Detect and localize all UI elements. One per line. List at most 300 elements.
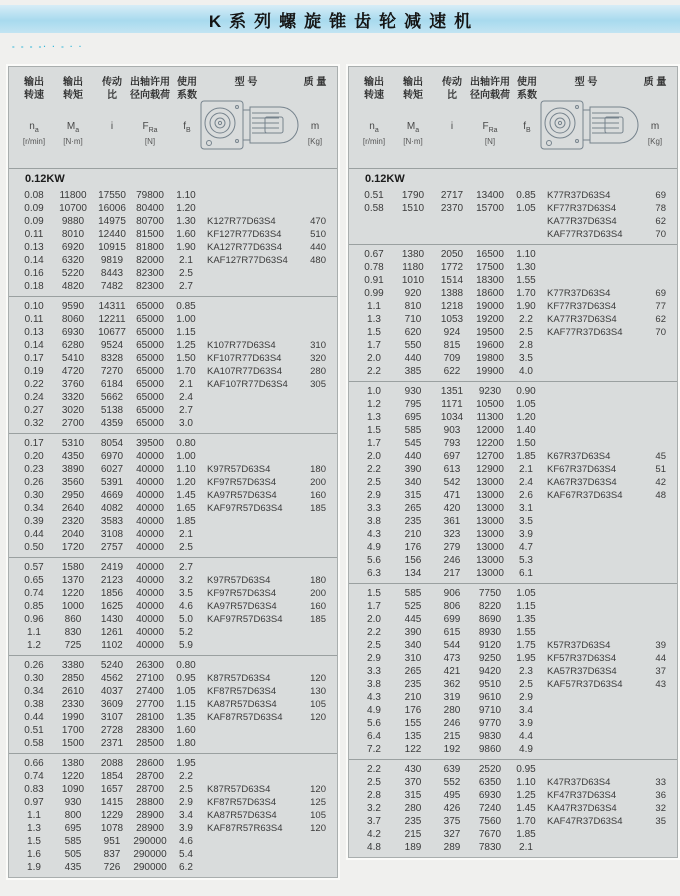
- radial-load-cell: 12700: [476, 451, 504, 462]
- output-torque-cell: 1380: [401, 249, 425, 260]
- radial-load-cell: 290000: [133, 862, 167, 873]
- output-torque-cell: 235: [404, 679, 422, 690]
- output-speed-cell: 0.09: [24, 203, 44, 214]
- watermark-logo-text: - - - -· · - · ·: [12, 42, 84, 51]
- power-section-label: 0.12KW: [25, 173, 65, 185]
- output-torque-cell: 10700: [59, 203, 87, 214]
- radial-load-cell: 6930: [478, 790, 502, 801]
- ratio-cell: 1854: [100, 771, 124, 782]
- model-mass: 180: [310, 575, 326, 586]
- service-factor-cell: 4.7: [519, 542, 533, 553]
- output-speed-cell: 0.30: [24, 490, 44, 501]
- ratio-group: [9, 557, 337, 655]
- service-factor-cell: 1.10: [516, 777, 536, 788]
- output-torque-cell: 340: [404, 477, 422, 488]
- output-speed-cell: 0.30: [24, 673, 44, 684]
- model-name: KA77R37D63S4: [547, 216, 617, 227]
- column-symbol: i: [110, 121, 114, 132]
- service-factor-cell: 5.9: [179, 640, 193, 651]
- radial-load-cell: 16500: [476, 249, 504, 260]
- radial-load-cell: 19000: [476, 301, 504, 312]
- model-mass: 105: [310, 810, 326, 821]
- output-torque-cell: 235: [404, 516, 422, 527]
- output-torque-cell: 11800: [59, 190, 87, 201]
- output-torque-cell: 9590: [61, 301, 85, 312]
- model-item: [207, 698, 326, 711]
- model-mass: 32: [655, 803, 666, 814]
- service-factor-cell: 1.95: [516, 653, 536, 664]
- table-row: [9, 280, 337, 293]
- output-torque-cell: 6920: [61, 242, 85, 253]
- service-factor-cell: 1.60: [176, 725, 196, 736]
- service-factor-cell: 2.5: [519, 679, 533, 690]
- radial-load-cell: 7750: [478, 588, 502, 599]
- output-torque-cell: 830: [64, 627, 82, 638]
- model-item: [547, 652, 666, 665]
- model-mass: 310: [310, 340, 326, 351]
- service-factor-cell: 1.45: [516, 803, 536, 814]
- table-row: [349, 365, 677, 378]
- output-torque-cell: 6930: [61, 327, 85, 338]
- model-mass: 33: [655, 777, 666, 788]
- model-name: K87R57D63S4: [207, 784, 271, 795]
- mass-unit: [Kg]: [647, 137, 663, 146]
- spec-table-right: [348, 66, 678, 858]
- radial-load-cell: 13000: [476, 529, 504, 540]
- column-symbol: $F_{Ra}$: [482, 121, 498, 134]
- output-torque-cell: 156: [404, 555, 422, 566]
- output-torque-cell: 1220: [61, 771, 85, 782]
- column-header: [442, 77, 462, 102]
- output-torque-cell: 930: [64, 797, 82, 808]
- radial-load-cell: 40000: [136, 575, 164, 586]
- output-torque-cell: 585: [404, 425, 422, 436]
- ratio-cell: 552: [443, 777, 461, 788]
- ratio-cell: 279: [443, 542, 461, 553]
- model-name: KAF127R77D63S4: [207, 255, 288, 266]
- radial-load-cell: 40000: [136, 464, 164, 475]
- model-name: KAF87R57D63S4: [207, 712, 283, 723]
- output-torque-cell: 1990: [61, 712, 85, 723]
- output-torque-cell: 265: [404, 503, 422, 514]
- output-torque-cell: 5310: [61, 438, 85, 449]
- output-speed-cell: 0.58: [364, 203, 384, 214]
- model-name: KA87R57D63S4: [207, 810, 277, 821]
- ratio-cell: 10915: [98, 242, 126, 253]
- model-mass: 43: [655, 679, 666, 690]
- ratio-cell: 319: [443, 692, 461, 703]
- model-name: KAF97R57D63S4: [207, 614, 283, 625]
- output-speed-cell: 1.2: [367, 399, 381, 410]
- output-torque-cell: 2330: [61, 699, 85, 710]
- ratio-cell: 542: [443, 477, 461, 488]
- output-torque-cell: 210: [404, 692, 422, 703]
- column-unit: [r/min]: [22, 137, 46, 146]
- column-header-line1: 使用: [177, 77, 197, 88]
- service-factor-cell: 1.00: [176, 314, 196, 325]
- output-speed-cell: 2.5: [367, 640, 381, 651]
- ratio-cell: 420: [443, 503, 461, 514]
- radial-load-cell: 9510: [478, 679, 502, 690]
- output-speed-cell: 3.8: [367, 516, 381, 527]
- column-header: [24, 77, 44, 102]
- ratio-cell: 2050: [440, 249, 464, 260]
- output-speed-cell: 0.16: [24, 268, 44, 279]
- output-speed-cell: 0.66: [24, 758, 44, 769]
- model-mass: 120: [310, 784, 326, 795]
- model-item: [547, 789, 666, 802]
- output-torque-cell: 210: [404, 529, 422, 540]
- ratio-cell: 5391: [100, 477, 124, 488]
- output-torque-cell: 4820: [61, 281, 85, 292]
- output-speed-cell: 0.99: [364, 288, 384, 299]
- table-row: [9, 313, 337, 326]
- radial-load-cell: 82300: [136, 281, 164, 292]
- column-header: [403, 77, 423, 102]
- radial-load-cell: 79800: [136, 190, 164, 201]
- model-item: [547, 326, 666, 339]
- model-list: [547, 287, 666, 339]
- service-factor-cell: 2.3: [519, 666, 533, 677]
- service-factor-cell: 1.85: [516, 829, 536, 840]
- output-speed-cell: 0.18: [24, 281, 44, 292]
- column-header-line1: 出轴许用: [130, 77, 170, 88]
- model-list: [207, 215, 326, 267]
- model-name: K57R37D63S4: [547, 640, 611, 651]
- column-header-line2: 转矩: [403, 89, 423, 101]
- gear-reducer-drawing-icon: [199, 97, 299, 160]
- ratio-cell: 8054: [100, 438, 124, 449]
- model-mass: 120: [310, 673, 326, 684]
- ratio-cell: 613: [443, 464, 461, 475]
- output-speed-cell: 0.27: [24, 405, 44, 416]
- output-speed-cell: 6.3: [367, 568, 381, 579]
- radial-load-cell: 40000: [136, 601, 164, 612]
- radial-load-cell: 9860: [478, 744, 502, 755]
- output-torque-cell: 340: [404, 640, 422, 651]
- ratio-cell: 5240: [100, 660, 124, 671]
- model-list: [207, 574, 326, 626]
- column-header: [364, 77, 384, 102]
- model-mass: 69: [655, 288, 666, 299]
- model-item: [547, 476, 666, 489]
- model-list: [207, 463, 326, 515]
- model-item: [207, 476, 326, 489]
- output-torque-cell: 390: [404, 627, 422, 638]
- output-speed-cell: 5.6: [367, 555, 381, 566]
- service-factor-cell: 1.35: [516, 614, 536, 625]
- model-item: [207, 822, 326, 835]
- radial-load-cell: 9770: [478, 718, 502, 729]
- radial-load-cell: 13000: [476, 555, 504, 566]
- ratio-cell: 1657: [100, 784, 124, 795]
- output-torque-cell: 315: [404, 790, 422, 801]
- model-column-header: 型 号: [574, 77, 598, 88]
- output-torque-cell: 525: [404, 601, 422, 612]
- model-mass: 320: [310, 353, 326, 364]
- model-mass: 78: [655, 203, 666, 214]
- ratio-cell: 1351: [440, 386, 464, 397]
- ratio-cell: 4082: [100, 503, 124, 514]
- ratio-cell: 1102: [101, 640, 123, 651]
- service-factor-cell: 4.4: [519, 731, 533, 742]
- table-row: [349, 437, 677, 450]
- service-factor-cell: 1.75: [516, 640, 536, 651]
- table-row: [349, 730, 677, 743]
- service-factor-cell: 1.70: [516, 288, 536, 299]
- model-mass: 70: [655, 327, 666, 338]
- service-factor-cell: 0.80: [176, 660, 196, 671]
- radial-load-cell: 27100: [136, 673, 164, 684]
- ratio-cell: 2370: [440, 203, 464, 214]
- radial-load-cell: 65000: [136, 353, 164, 364]
- model-item: [207, 809, 326, 822]
- radial-load-cell: 27700: [136, 699, 164, 710]
- output-speed-cell: 4.9: [367, 542, 381, 553]
- ratio-cell: 906: [443, 588, 461, 599]
- radial-load-cell: 12900: [476, 464, 504, 475]
- table-row: [9, 404, 337, 417]
- ratio-cell: 1514: [440, 275, 464, 286]
- ratio-cell: 471: [443, 490, 461, 501]
- model-item: [207, 228, 326, 241]
- model-name: KF77R37D63S4: [547, 203, 617, 214]
- output-speed-cell: 0.96: [24, 614, 44, 625]
- service-factor-cell: 0.95: [516, 764, 536, 775]
- radial-load-cell: 65000: [136, 379, 164, 390]
- output-speed-cell: 0.51: [24, 725, 44, 736]
- model-mass: 37: [655, 666, 666, 677]
- service-factor-cell: 1.25: [176, 340, 196, 351]
- output-speed-cell: 0.19: [24, 366, 44, 377]
- output-speed-cell: 1.5: [367, 588, 381, 599]
- radial-load-cell: 40000: [136, 562, 164, 573]
- mass-symbol: m: [310, 121, 320, 132]
- model-name: KAF47R37D63S4: [547, 816, 623, 827]
- model-name: K47R37D63S4: [547, 777, 611, 788]
- ratio-cell: 8328: [100, 353, 124, 364]
- model-name: KF87R57D63S4: [207, 686, 277, 697]
- radial-load-cell: 81500: [136, 229, 164, 240]
- column-unit: [N]: [484, 137, 496, 146]
- table-row: [9, 659, 337, 672]
- radial-load-cell: 9710: [478, 705, 502, 716]
- service-factor-cell: 1.15: [176, 327, 196, 338]
- model-mass: 70: [655, 229, 666, 240]
- service-factor-cell: 1.70: [176, 366, 196, 377]
- output-torque-cell: 3320: [61, 392, 85, 403]
- model-name: KA57R37D63S4: [547, 666, 617, 677]
- output-torque-cell: 235: [404, 816, 422, 827]
- model-item: [547, 802, 666, 815]
- model-name: K107R77D63S4: [207, 340, 276, 351]
- ratio-cell: 215: [443, 731, 461, 742]
- column-header-line2: 转矩: [63, 89, 83, 101]
- output-torque-cell: 695: [404, 412, 422, 423]
- ratio-cell: 2371: [100, 738, 124, 749]
- ratio-cell: 2088: [100, 758, 124, 769]
- ratio-group: [349, 583, 677, 759]
- output-speed-cell: 0.17: [24, 353, 44, 364]
- output-speed-cell: 0.97: [24, 797, 44, 808]
- ratio-cell: 7482: [100, 281, 124, 292]
- service-factor-cell: 3.5: [519, 353, 533, 364]
- service-factor-cell: 1.85: [516, 451, 536, 462]
- radial-load-cell: 9230: [478, 386, 502, 397]
- output-speed-cell: 1.1: [27, 810, 41, 821]
- model-item: [207, 600, 326, 613]
- model-name: KAF57R37D63S4: [547, 679, 623, 690]
- table-row: [349, 398, 677, 411]
- service-factor-cell: 1.05: [176, 686, 196, 697]
- radial-load-cell: 65000: [136, 301, 164, 312]
- radial-load-cell: 80700: [136, 216, 164, 227]
- service-factor-cell: 6.2: [179, 862, 193, 873]
- ratio-cell: 6027: [100, 464, 124, 475]
- ratio-cell: 9819: [100, 255, 124, 266]
- model-mass: 120: [310, 823, 326, 834]
- service-factor-cell: 1.30: [176, 216, 196, 227]
- radial-load-cell: 13000: [476, 516, 504, 527]
- output-torque-cell: 2640: [61, 503, 85, 514]
- model-list: [207, 339, 326, 391]
- service-factor-cell: 2.5: [519, 327, 533, 338]
- output-torque-cell: 800: [64, 810, 82, 821]
- model-mass: 185: [310, 503, 326, 514]
- table-row: [349, 691, 677, 704]
- service-factor-cell: 4.9: [519, 744, 533, 755]
- ratio-cell: 280: [443, 705, 461, 716]
- ratio-cell: 1625: [100, 601, 124, 612]
- service-factor-cell: 2.5: [179, 268, 193, 279]
- output-speed-cell: 1.3: [367, 314, 381, 325]
- radial-load-cell: 81800: [136, 242, 164, 253]
- ratio-cell: 1856: [100, 588, 124, 599]
- model-name: KF87R57D63S4: [207, 797, 277, 808]
- model-mass: 125: [310, 797, 326, 808]
- column-header-line1: 传动: [442, 77, 462, 88]
- output-torque-cell: 545: [404, 438, 422, 449]
- output-speed-cell: 7.2: [367, 744, 381, 755]
- output-torque-cell: 505: [64, 849, 82, 860]
- column-unit: [r/min]: [362, 137, 386, 146]
- service-factor-cell: 1.35: [176, 712, 196, 723]
- ratio-cell: 615: [443, 627, 461, 638]
- radial-load-cell: 10500: [476, 399, 504, 410]
- model-name: KF127R77D63S4: [207, 229, 282, 240]
- table-row: [9, 437, 337, 450]
- model-name: KF67R37D63S4: [547, 464, 617, 475]
- column-header-line2: 转速: [364, 89, 384, 101]
- output-torque-cell: 8010: [61, 229, 85, 240]
- model-list: [207, 672, 326, 724]
- service-factor-cell: 3.2: [179, 575, 193, 586]
- radial-load-cell: 9420: [478, 666, 502, 677]
- table-row: [9, 202, 337, 215]
- table-row: [349, 385, 677, 398]
- ratio-group: [9, 655, 337, 753]
- model-item: [207, 365, 326, 378]
- radial-load-cell: 40000: [136, 503, 164, 514]
- column-header-line2: 系数: [517, 89, 537, 101]
- model-name: KF47R37D63S4: [547, 790, 617, 801]
- ratio-cell: 697: [443, 451, 461, 462]
- radial-load-cell: 65000: [136, 327, 164, 338]
- output-speed-cell: 0.26: [24, 660, 44, 671]
- service-factor-cell: 2.4: [179, 392, 193, 403]
- model-name: KA77R37D63S4: [547, 314, 617, 325]
- model-mass: 510: [310, 229, 326, 240]
- ratio-group: [9, 186, 337, 296]
- output-torque-cell: 215: [404, 829, 422, 840]
- output-speed-cell: 0.10: [24, 301, 44, 312]
- model-name: KA97R57D63S4: [207, 490, 277, 501]
- table-row: [9, 757, 337, 770]
- output-torque-cell: 620: [404, 327, 422, 338]
- service-factor-cell: 5.3: [519, 555, 533, 566]
- model-name: KA67R37D63S4: [547, 477, 617, 488]
- output-torque-cell: 5220: [61, 268, 85, 279]
- model-list: [547, 189, 666, 241]
- table-row: [9, 189, 337, 202]
- service-factor-cell: 1.10: [176, 190, 196, 201]
- output-torque-cell: 930: [404, 386, 422, 397]
- model-item: [547, 776, 666, 789]
- model-mass: 200: [310, 588, 326, 599]
- ratio-cell: 3107: [100, 712, 124, 723]
- output-torque-cell: 189: [404, 842, 422, 853]
- column-header-line2: 比: [447, 89, 457, 101]
- radial-load-cell: 7670: [478, 829, 502, 840]
- ratio-cell: 622: [443, 366, 461, 377]
- service-factor-cell: 1.05: [516, 399, 536, 410]
- output-speed-cell: 0.11: [24, 314, 44, 325]
- ratio-cell: 1218: [440, 301, 464, 312]
- radial-load-cell: 18300: [476, 275, 504, 286]
- column-unit: [N·m]: [403, 137, 423, 146]
- model-item: [547, 639, 666, 652]
- radial-load-cell: 9250: [478, 653, 502, 664]
- table-row: [9, 724, 337, 737]
- column-header-line1: 出轴许用: [470, 77, 510, 88]
- output-torque-cell: 860: [64, 614, 82, 625]
- service-factor-cell: 0.80: [176, 438, 196, 449]
- radial-load-cell: 8690: [478, 614, 502, 625]
- column-symbol: $n_a$: [29, 121, 39, 134]
- output-speed-cell: 0.20: [24, 451, 44, 462]
- output-speed-cell: 0.26: [24, 477, 44, 488]
- model-name: KA87R57D63S4: [207, 699, 277, 710]
- service-factor-cell: 5.2: [179, 627, 193, 638]
- radial-load-cell: 40000: [136, 477, 164, 488]
- model-mass: 69: [655, 190, 666, 201]
- table-row: [349, 424, 677, 437]
- output-speed-cell: 0.58: [24, 738, 44, 749]
- model-item: [547, 489, 666, 502]
- output-speed-cell: 4.2: [367, 829, 381, 840]
- ratio-cell: 3108: [100, 529, 124, 540]
- output-speed-cell: 0.50: [24, 542, 44, 553]
- model-item: [547, 202, 666, 215]
- model-name: KF57R37D63S4: [547, 653, 617, 664]
- service-factor-cell: 2.9: [179, 797, 193, 808]
- output-torque-cell: 1580: [61, 562, 85, 573]
- radial-load-cell: 11300: [476, 412, 504, 423]
- radial-load-cell: 2520: [478, 764, 502, 775]
- output-torque-cell: 1500: [61, 738, 85, 749]
- output-torque-cell: 2610: [61, 686, 85, 697]
- radial-load-cell: 65000: [136, 405, 164, 416]
